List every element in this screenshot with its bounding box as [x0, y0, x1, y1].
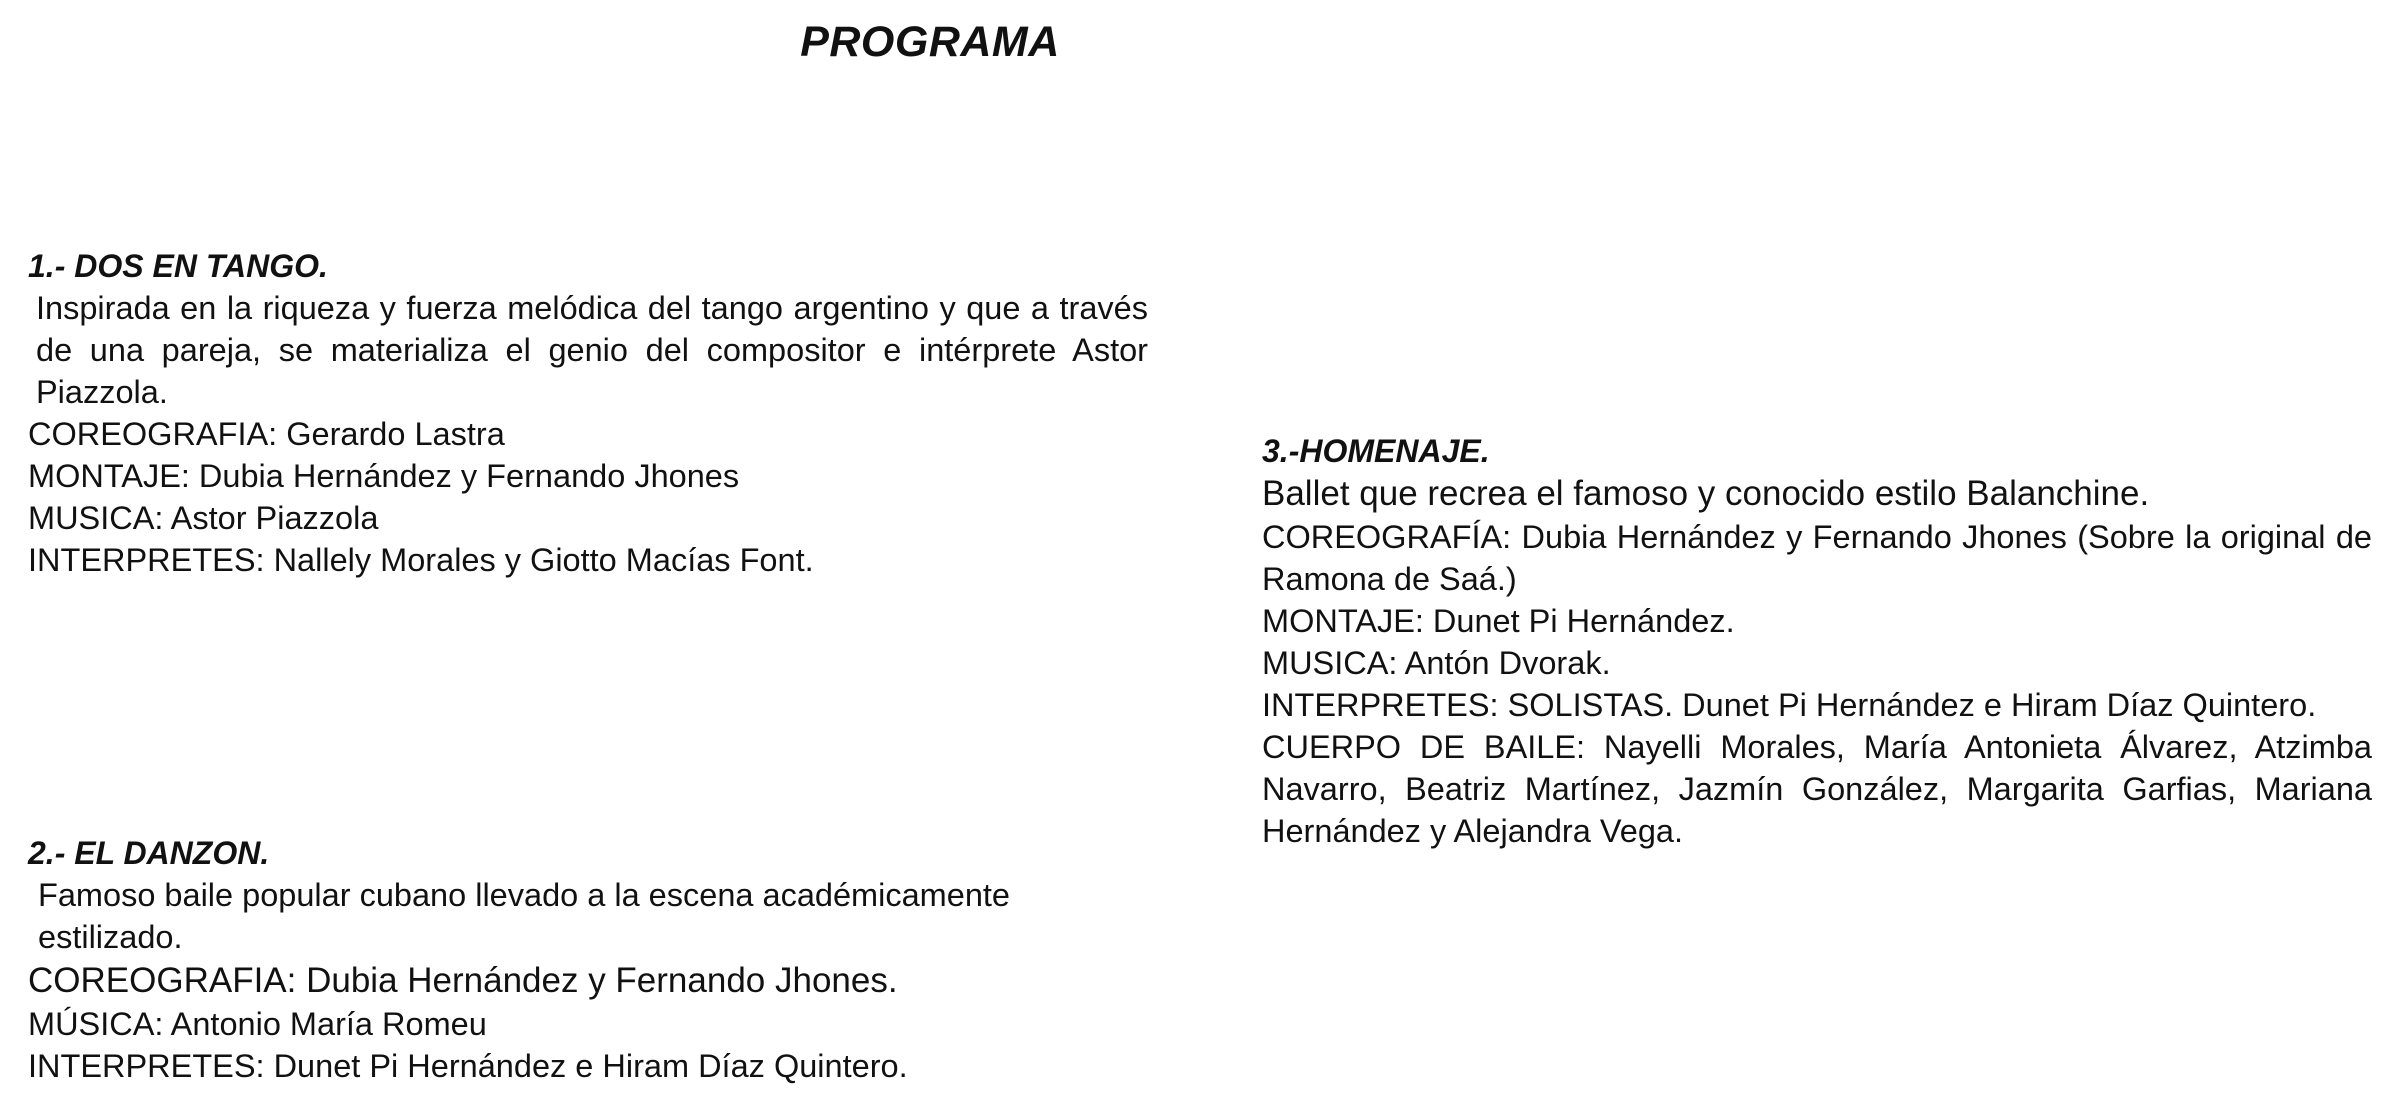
section-homenaje — [1262, 430, 2372, 852]
section-dos-en-tango — [28, 245, 1148, 581]
section-description: Ballet que recrea el famoso y conocido estilo Balanchine. — [1262, 474, 2150, 513]
credit-staging: MONTAJE: Dubia Hernández y Fernando Jhones — [28, 458, 740, 494]
credit-soloists: INTERPRETES: SOLISTAS. Dunet Pi Hernández e Hiram Díaz Quintero. — [1262, 687, 2317, 723]
section-description: Inspirada en la riqueza y fuerza melódica del tango argentino y que a través de una pareja, se materializa el genio del compositor e intérprete Astor Piazzola. — [36, 290, 1148, 410]
credit-staging: MONTAJE: Dunet Pi Hernández. — [1262, 603, 1735, 639]
credit-performers: INTERPRETES: Dunet Pi Hernández e Hiram Díaz Quintero. — [28, 1048, 908, 1084]
credit-choreography: COREOGRAFÍA: Dubia Hernández y Fernando Jhones (Sobre la original de Ramona de Saá.) — [1262, 519, 2372, 597]
credit-performers: INTERPRETES: Nallely Morales y Giotto Macías Font. — [28, 542, 814, 578]
page-title: PROGRAMA — [800, 18, 1060, 66]
section-heading: 2.- EL DANZON. — [28, 835, 270, 871]
section-description: Famoso baile popular cubano llevado a la escena académicamente estilizado. — [38, 877, 1011, 955]
credit-corps-de-ballet: CUERPO DE BAILE: Nayelli Morales, María Antonieta Álvarez, Atzimba Navarro, Beatriz Martínez, Jazmín González, Margarita Garfias, Mariana Hernández y Alejandra Vega. — [1262, 729, 2372, 849]
section-heading: 1.- DOS EN TANGO. — [28, 248, 328, 284]
credit-music: MÚSICA: Antonio María Romeu — [28, 1006, 487, 1042]
credit-choreography: COREOGRAFIA: Dubia Hernández y Fernando Jhones. — [28, 961, 898, 1000]
section-el-danzon — [28, 832, 1148, 1087]
credit-music: MUSICA: Antón Dvorak. — [1262, 645, 1611, 681]
section-heading: 3.-HOMENAJE. — [1262, 433, 1490, 469]
credit-choreography: COREOGRAFIA: Gerardo Lastra — [28, 416, 505, 452]
credit-music: MUSICA: Astor Piazzola — [28, 500, 379, 536]
